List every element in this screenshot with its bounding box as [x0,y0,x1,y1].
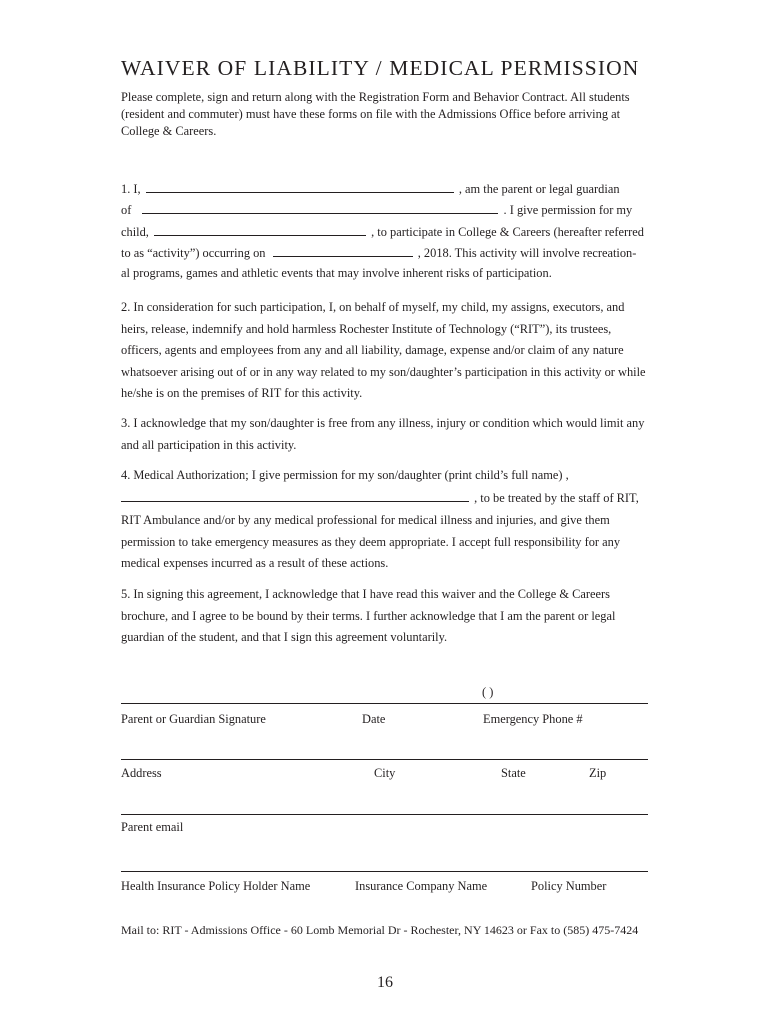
of-field[interactable] [142,202,498,214]
address-line[interactable] [121,759,648,760]
section5-text: 5. In signing this agreement, I acknowledge that I have read this waiver and the College & Careers brochure, and I agree to be bound by their terms. I further acknowledge that I am the parent or legal guardian of the student, and that I sign this agreement voluntarily. [121,587,616,645]
emergency-phone-label: Emergency Phone # [483,712,583,726]
section1-l4-suffix: , 2018. This activity will involve recreation- [417,246,637,260]
phone-area-code-parens: ( ) [482,685,494,699]
parent-name-field[interactable] [146,181,454,193]
page-number: 16 [377,974,393,991]
section1-l1-prefix: 1. I, [121,182,141,196]
section4-line2 [121,490,639,506]
section3-text: 3. I acknowledge that my son/daughter is free from any illness, injury or condition which would limit any and all participation in this activity. [121,416,645,452]
section1-line1 [121,181,620,197]
state-label: State [501,766,526,780]
insurance-company-label: Insurance Company Name [355,879,488,893]
signature-label: Parent or Guardian Signature [121,712,266,726]
section1-l2-prefix: of [121,203,132,217]
section1-l2-suffix: . I give permission for my [503,203,633,217]
section1-l1-suffix: , am the parent or legal guardian [458,182,620,196]
insurance-line[interactable] [121,871,648,872]
section1-l4-prefix: to as “activity”) occurring on [121,246,266,260]
form-title: WAIVER OF LIABILITY / MEDICAL PERMISSION [121,56,640,80]
parent-email-label: Parent email [121,820,184,834]
section1-line5: al programs, games and athletic events that may involve inherent risks of participation. [121,266,552,280]
child-full-name-field[interactable] [121,490,469,502]
date-label: Date [362,712,386,726]
city-label: City [374,766,396,780]
signature-line[interactable] [121,703,648,704]
mailing-address: Mail to: RIT - Admissions Office - 60 Lomb Memorial Dr - Rochester, NY 14623 or Fax to (585) 475-7424 [121,923,639,937]
section1-line4 [121,245,636,261]
address-label: Address [121,766,162,780]
section4-line1: 4. Medical Authorization; I give permission for my son/daughter (print child’s full name) , [121,468,569,482]
section1-line3 [121,224,644,240]
intro-text: Please complete, sign and return along with the Registration Form and Behavior Contract. All students (resident and commuter) must have these forms on file with the Admissions Office before arriving at College & Careers. [121,90,630,138]
section1-l3-suffix: , to participate in College & Careers (hereafter referred [371,225,644,239]
section1-l3-prefix: child, [121,225,149,239]
section4-text: RIT Ambulance and/or by any medical professional for medical illness and injuries, and give them permission to take emergency measures as they deem appropriate. I accept full responsibility for any medical expenses incurred as a result of these actions. [121,513,621,571]
email-line[interactable] [121,814,648,815]
policy-holder-label: Health Insurance Policy Holder Name [121,879,311,893]
section1-line2 [121,202,632,218]
section4-l2-suffix: , to be treated by the staff of RIT, [474,491,639,505]
section2-text: 2. In consideration for such participation, I, on behalf of myself, my child, my assigns, executors, and heirs, release, indemnify and hold harmless Rochester Institute of Technology (“RIT”), its trustees, officers, agents and employees from any and all liability, damage, expense and/or claim of any nature whatsoever arising out of or in any way related to my son/daughter’s participation in this activity or while he/she is on the premises of RIT for this activity. [121,300,646,401]
policy-number-label: Policy Number [531,879,607,893]
child-name-field[interactable] [154,224,366,236]
zip-label: Zip [589,766,607,780]
activity-date-field[interactable] [273,245,413,257]
